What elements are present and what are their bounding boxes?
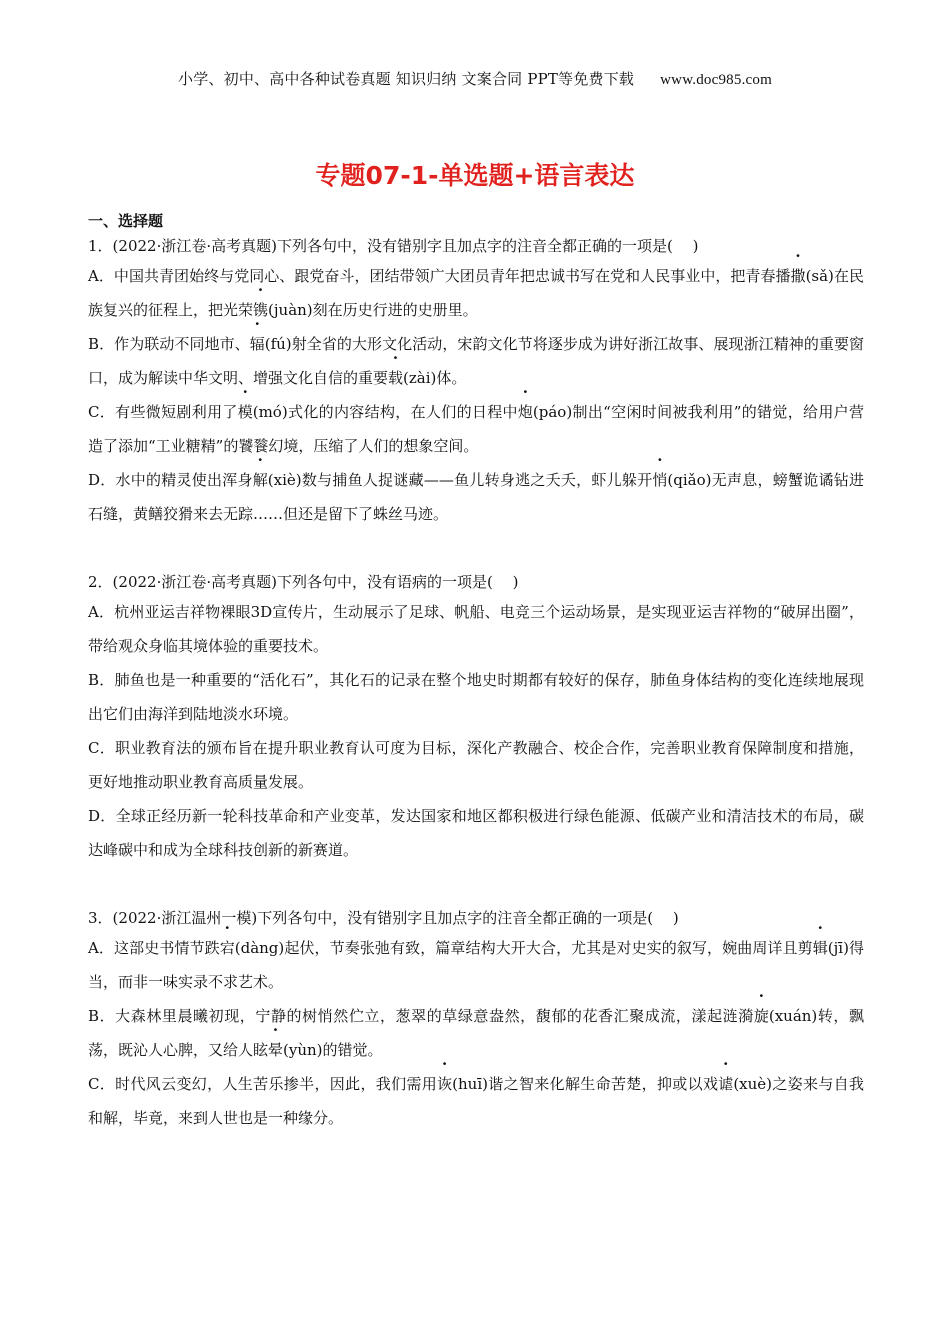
option-text: (juàn)刻在历史行进的史册里。: [268, 301, 478, 319]
emphasized-char: 撒: [790, 267, 806, 285]
option-text: C．职业教育法的颁布旨在提升职业教育认可度为目标，深化产教融合、校企合作，完善职业教育保障制度和措施，更好地推动职业教育高质量发展。: [88, 739, 864, 791]
question-option: [88, 259, 864, 327]
question-option: [88, 463, 864, 531]
emphasized-char: 辑: [812, 939, 828, 957]
emphasized-char: 旋: [753, 1007, 769, 1025]
question-2: [88, 569, 864, 867]
option-text: A．这部史书情节跌: [88, 939, 220, 957]
option-text: C．有些微短剧利用了: [88, 403, 238, 421]
header-text: 小学、初中、高中各种试卷真题 知识归纳 文案合同 PPT等免费下载: [178, 70, 635, 88]
emphasized-char: 载: [388, 369, 404, 387]
document-body: [88, 211, 864, 1173]
emphasized-char: 晕: [268, 1041, 284, 1059]
emphasized-char: 悄: [652, 471, 668, 489]
option-text: D．水中的精灵使出浑身: [88, 471, 253, 489]
question-option: [88, 999, 864, 1067]
question-option: [88, 663, 864, 731]
option-text: B．作为联动不同地市、: [88, 335, 250, 353]
question-option: [88, 731, 864, 799]
header-url[interactable]: www.doc985.com: [660, 72, 772, 88]
option-text: B．肺鱼也是一种重要的“活化石”，其化石的记录在整个地史时期都有较好的保存，肺鱼身体结构的变化连续地展现出它们由海洋到陆地淡水环境。: [88, 671, 864, 723]
option-text: (xiè)数与捕鱼人捉谜藏——鱼儿转身逃之夭夭，虾儿躲开: [267, 471, 653, 489]
option-text: (xuè)之姿来与自我和解，毕竟，来到人世也是一种缘分。: [88, 1075, 865, 1127]
question-option: [88, 1067, 864, 1135]
section-heading: 一、选择题: [88, 212, 164, 230]
emphasized-char: 谑: [718, 1075, 734, 1093]
option-text: (páo)制出“空闲时间被我利用”的错觉，给用户营造了添加“工业糖精”的饕餮幻境，压缩了人们的想象空间。: [88, 403, 864, 455]
option-text: A．中国共青团始终与党同心、跟党奋斗，团结带领广大团员青年把忠诚书写在党和人民事业中，把青春播: [88, 267, 791, 285]
question-list: [88, 233, 864, 1135]
option-text: (mó)式化的内容结构，在人们的日程中: [252, 403, 518, 421]
option-text: (huī)谐之智来化解生命苦楚，抑或以戏: [452, 1075, 719, 1093]
question-3: [88, 905, 864, 1135]
question-option: [88, 327, 864, 395]
emphasized-char: 镌: [253, 301, 269, 319]
question-stem: 3．(2022·浙江温州一模)下列各句中，没有错别字且加点字的注音全都正确的一项是( ): [88, 909, 679, 927]
emphasized-char: 解: [252, 471, 268, 489]
option-text: D．全球正经历新一轮科技革命和产业变革，发达国家和地区都积极进行绿色能源、低碳产业和清洁技术的布局，碳达峰碳中和成为全球科技创新的新赛道。: [88, 807, 864, 859]
option-text: (yùn)的错觉。: [283, 1041, 383, 1059]
option-text: (jī)得当，而非一味实录不求艺术。: [88, 939, 865, 991]
option-text: C．时代风云变幻，人生苦乐掺半，因此，我们需用: [88, 1075, 438, 1093]
option-text: B．大森林里晨曦初现，宁静的树悄然伫立，葱翠的草绿意盎然，馥郁的花香汇聚成流，漾起涟漪: [88, 1007, 754, 1025]
question-1: [88, 233, 864, 531]
option-text: (zài)体。: [403, 369, 467, 387]
option-text: A．杭州亚运吉祥物裸眼3D宣传片，生动展示了足球、帆船、电竞三个运动场景，是实现亚运吉祥物的“破屏出圈”，带给观众身临其境体验的重要技术。: [88, 603, 864, 655]
emphasized-char: 诙: [437, 1075, 453, 1093]
question-stem: 1．(2022·浙江卷·高考真题)下列各句中，没有错别字且加点字的注音全都正确的一项是( ): [88, 237, 699, 255]
option-text: (dàng)起伏，节奏张弛有致，篇章结构大开大合，尤其是对史实的叙写，婉曲周详且剪: [234, 939, 813, 957]
option-text: (fú)射全省的大形文化活动，宋韵文化节将逐步成为讲好浙江故事、展现浙江精神的重要窗口，成为解读中华文明、增强文化自信的重要: [88, 335, 865, 387]
option-text: (xuán)转，飘荡，既沁人心脾，又给人眩: [88, 1007, 865, 1059]
emphasized-char: 模: [237, 403, 253, 421]
question-option: [88, 395, 864, 463]
question-option: [88, 799, 864, 867]
option-text: (sǎ)在民族复兴的征程上，把光荣: [88, 267, 864, 319]
page-title: 专题07-1-单选题+语言表达: [315, 161, 635, 190]
emphasized-char: 炮: [517, 403, 533, 421]
question-option: [88, 595, 864, 663]
option-text: (qiǎo)无声息，螃蟹诡谲钻进石缝，黄鳝狡猾来去无踪……但还是留下了蛛丝马迹。: [88, 471, 864, 523]
question-option: [88, 931, 864, 999]
emphasized-char: 辐: [249, 335, 265, 353]
emphasized-char: 宕: [219, 939, 235, 957]
question-stem: 2．(2022·浙江卷·高考真题)下列各句中，没有语病的一项是( ): [88, 573, 519, 591]
page-header: [0, 68, 950, 89]
